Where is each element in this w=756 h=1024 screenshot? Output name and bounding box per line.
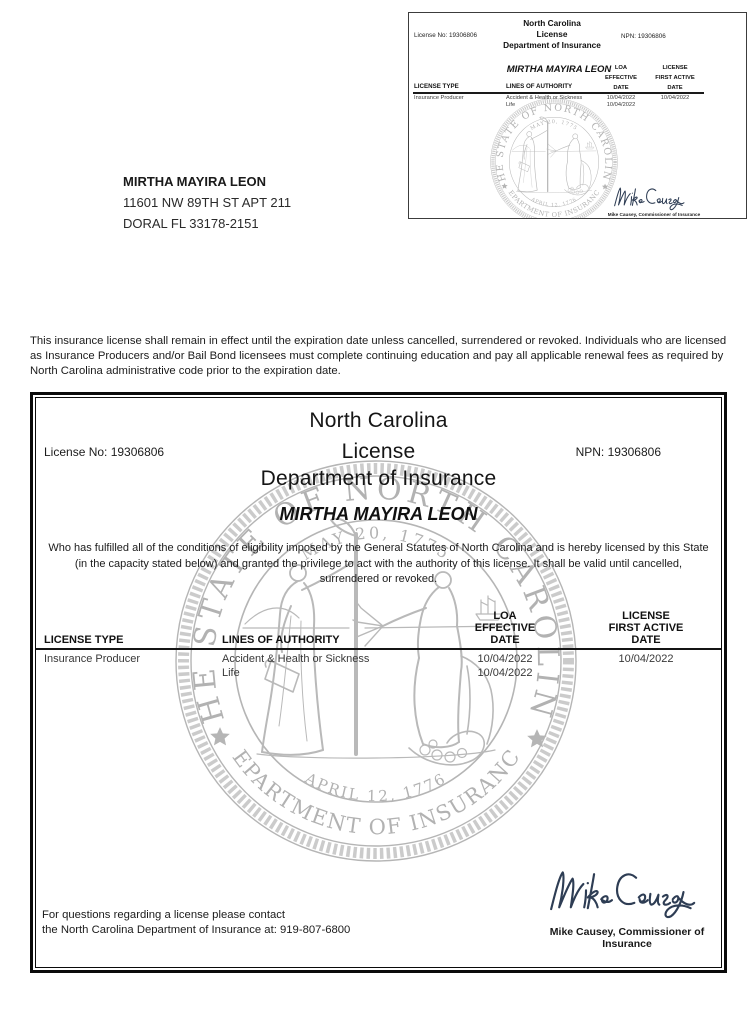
cell-loa-effective-dates	[465, 653, 545, 680]
authority-line: Life	[222, 666, 240, 679]
certificate-title-state: North Carolina	[309, 409, 448, 432]
contact-line-1: For questions regarding a license please contact	[42, 909, 286, 921]
card-cell-authority-1: Accident & Health or Sickness	[506, 95, 583, 101]
certificate-title-dept: Department of Insurance	[260, 467, 497, 490]
authority-line: Accident & Health or Sickness	[222, 653, 370, 665]
card-header-license-type: LICENSE TYPE	[414, 83, 459, 90]
renewal-notice-paragraph: This insurance license shall remain in effect until the expiration date unless cancelled, surrendered or revoked. Individuals who are licensed as Insurance Producers and/or Bail Bond licensees must complete continuing education and pay all applicable renewal fees as required by North Carolina administrative code prior to the expiration date.	[30, 335, 727, 377]
address-city-state-zip: DORAL FL 33178-2151	[123, 216, 259, 231]
card-license-number: License No: 19306806	[414, 32, 478, 39]
card-cell-authority-2: Life	[506, 102, 516, 108]
card-title-dept: Department of Insurance	[503, 40, 601, 50]
header-loa-effective-date: LOA EFFECTIVE DATE	[474, 610, 536, 646]
cell-lines-of-authority	[222, 653, 369, 680]
card-header-loa-effective-date: LOA EFFECTIVE DATE	[605, 65, 637, 91]
eligibility-paragraph: Who has fulfilled all of the conditions of eligibility imposed by the General Statutes of North Carolina and is hereby licensed by this State (in the capacity stated below) and granted the privilege to act with the authority of this license. It shall be valid until cancelled, surrendered or revoked.	[48, 542, 709, 585]
contact-info	[42, 908, 350, 938]
card-cell-loa-date-1: 10/04/2022	[606, 95, 636, 101]
certificate-holder-name: MIRTHA MAYIRA LEON	[279, 504, 478, 524]
license-wallet-card	[408, 12, 747, 219]
card-header-lines-of-authority: LINES OF AUTHORITY	[506, 83, 573, 90]
card-signature-label: Mike Causey, Commissioner of Insurance	[607, 212, 701, 217]
cell-first-active-date: 10/04/2022	[618, 653, 674, 665]
card-title-block	[469, 18, 635, 51]
commissioner-signature	[544, 864, 696, 922]
address-street: 11601 NW 89TH ST APT 211	[123, 195, 292, 210]
header-license-type: LICENSE TYPE	[44, 634, 124, 646]
header-lines-of-authority: LINES OF AUTHORITY	[222, 634, 340, 646]
card-holder-name: MIRTHA MAYIRA LEON	[506, 64, 612, 75]
card-table-rule	[413, 92, 704, 94]
commissioner-signature-small	[605, 185, 691, 211]
card-cell-license-type: Insurance Producer	[414, 95, 464, 101]
loa-date: 10/04/2022	[477, 666, 533, 679]
mailing-address	[123, 171, 291, 234]
card-npn-number: NPN: 19306806	[621, 33, 666, 40]
card-cell-first-active-date: 10/04/2022	[660, 95, 690, 101]
nc-state-seal-small	[489, 97, 619, 219]
loa-date: 10/04/2022	[477, 653, 533, 665]
license-certificate	[30, 392, 727, 973]
table-header-rule	[36, 648, 721, 650]
cell-license-type: Insurance Producer	[44, 653, 140, 665]
signature-label: Mike Causey, Commissioner of Insurance	[549, 926, 705, 950]
card-title-state: North Carolina	[523, 18, 581, 28]
certificate-npn-number: NPN: 19306806	[575, 445, 661, 459]
certificate-title-license: License	[341, 440, 416, 463]
contact-line-2: the North Carolina Department of Insurance at: 919-807-6800	[42, 924, 351, 936]
card-header-first-active-date: LICENSE FIRST ACTIVE DATE	[655, 65, 695, 91]
address-name: MIRTHA MAYIRA LEON	[123, 174, 266, 189]
card-title-license: License	[536, 29, 568, 39]
card-cell-loa-date-2: 10/04/2022	[606, 102, 636, 108]
certificate-license-number: License No: 19306806	[44, 445, 165, 459]
header-first-active-date: LICENSE FIRST ACTIVE DATE	[608, 610, 684, 646]
certificate-inner-border	[35, 397, 722, 968]
